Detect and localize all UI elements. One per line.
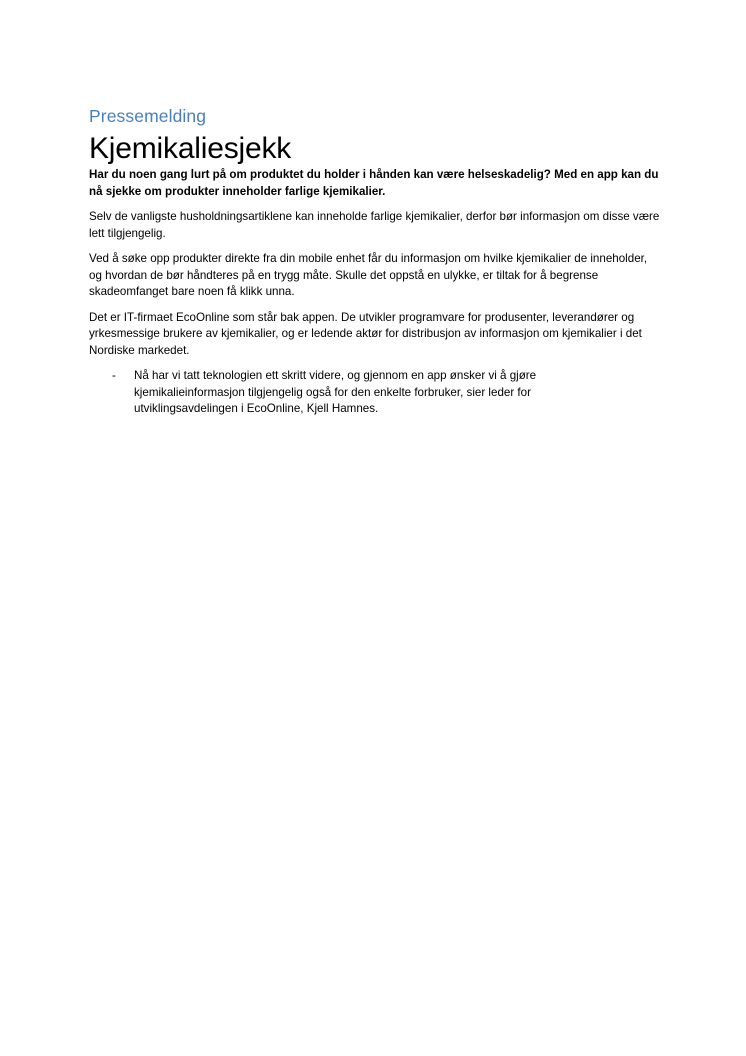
quote-dash-marker: - [112, 369, 116, 382]
body-paragraph-2: Ved å søke opp produkter direkte fra din mobile enhet får du informasjon om hvilke kjemikalier de inneholder, og hvordan de bør håndteres på en trygg måte. Skulle det oppstå en ulykke, er tiltak for å begrense skadeomfanget bare noen få klikk unna. [89, 252, 648, 298]
quote-text: Nå har vi tatt teknologien ett skritt videre, og gjennom en app ønsker vi å gjøre kjemikalieinformasjon tilgjengelig også for den enkelte forbruker, sier leder for utviklingsavdelingen i EcoOnline, Kjell Hamnes. [134, 369, 537, 415]
body-paragraph-3: Det er IT-firmaet EcoOnline som står bak appen. De utvikler programvare for produsenter, leverandører og yrkesmessige brukere av kjemikalier, og er ledende aktør for distribusjon av informasjon om kjemikalier i det Nordiske markedet. [89, 310, 642, 357]
press-release-kicker: Pressemelding [89, 106, 207, 126]
document-title: Kjemikaliesjekk [89, 132, 292, 165]
document-page [89, 104, 661, 418]
quote-list-item [89, 368, 661, 418]
lead-paragraph: Har du noen gang lurt på om produktet du holder i hånden kan være helseskadelig? Med en app kan du nå sjekke om produkter inneholder farlige kjemikalier. [89, 168, 659, 198]
body-paragraph-1: Selv de vanligste husholdningsartiklene kan inneholde farlige kjemikalier, derfor bør informasjon om disse være lett tilgjengelig. [89, 210, 660, 240]
